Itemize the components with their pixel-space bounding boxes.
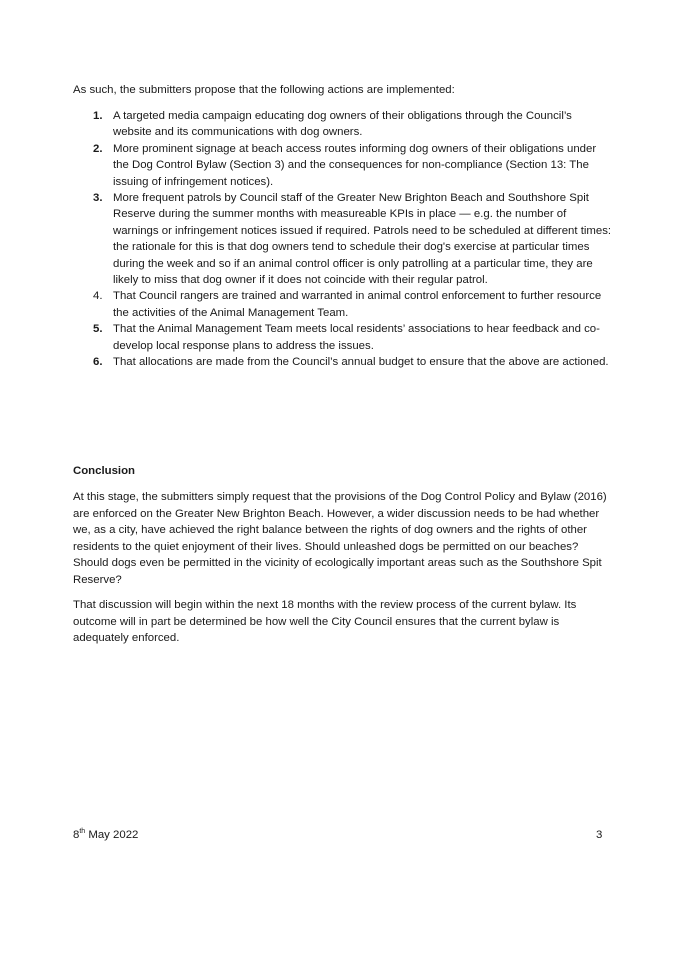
action-text: That Council rangers are trained and warranted in animal control enforcement to further resource the activities of the Animal Management Team. [113,290,602,319]
action-text: That the Animal Management Team meets local residents’ associations to hear feedback and co-develop local response plans to address the issues. [113,323,600,352]
page-number: 3 [596,829,603,841]
action-item [93,321,613,354]
conclusion-heading: Conclusion [73,465,136,477]
action-item [93,190,613,288]
footer-date-day: 8 [73,829,80,841]
action-number: 4. [93,290,103,303]
action-number: 6. [93,356,103,369]
action-item [93,141,613,190]
footer-date-suffix: th [79,828,86,835]
action-text: That allocations are made from the Council’s annual budget to ensure that the above are actioned. [113,356,609,369]
conclusion-paragraph-2: That discussion will begin within the next 18 months with the review process of the current bylaw. Its outcome will in part be determined be how well the City Council ensures that the current bylaw is adequately enforced. [73,599,577,645]
action-item [93,108,613,141]
action-number: 2. [93,142,103,155]
action-text: More prominent signage at beach access routes informing dog owners of their obligations under the Dog Control Bylaw (Section 3) and the consequences for non-compliance (Section 13: The issuing of infringement notices). [113,142,597,188]
footer-date-rest: May 2022 [85,829,139,841]
action-number: 5. [93,323,103,336]
action-item [93,288,613,321]
actions-list [93,108,613,371]
action-text: More frequent patrols by Council staff of the Greater New Brighton Beach and Southshore Spit Reserve during the summer months with measureable KPIs in place — e.g. the number of warnings or infringement notices issued if required. Patrols need to be scheduled at different times: the rationale for this is that dog owners tend to schedule their dog's exercise at particular times during the week and so if an animal control officer is only patrolling at a particular time, they are likely to miss that dog owner if it does not coincide with their regular patrol. [113,192,612,287]
action-number: 1. [93,110,103,122]
action-item [93,354,613,370]
action-number: 3. [93,192,103,205]
footer-date [73,827,138,843]
intro-text: As such, the submitters propose that the following actions are implemented: [73,84,455,96]
conclusion-paragraph-1: At this stage, the submitters simply request that the provisions of the Dog Control Policy and Bylaw (2016) are enforced on the Greater New Brighton Beach. However, a wider discussion needs to be had whether we, as a city, have achieved the right balance between the rights of dog owners and the rights of other residents to the quiet enjoyment of their lives. Should unleashed dogs be permitted on our beaches? Should dogs even be permitted in the vicinity of ecologically important areas such as the Southshore Spit Reserve? [73,491,607,586]
action-text: A targeted media campaign educating dog owners of their obligations through the Council’s website and its communications with dog owners. [113,110,572,139]
